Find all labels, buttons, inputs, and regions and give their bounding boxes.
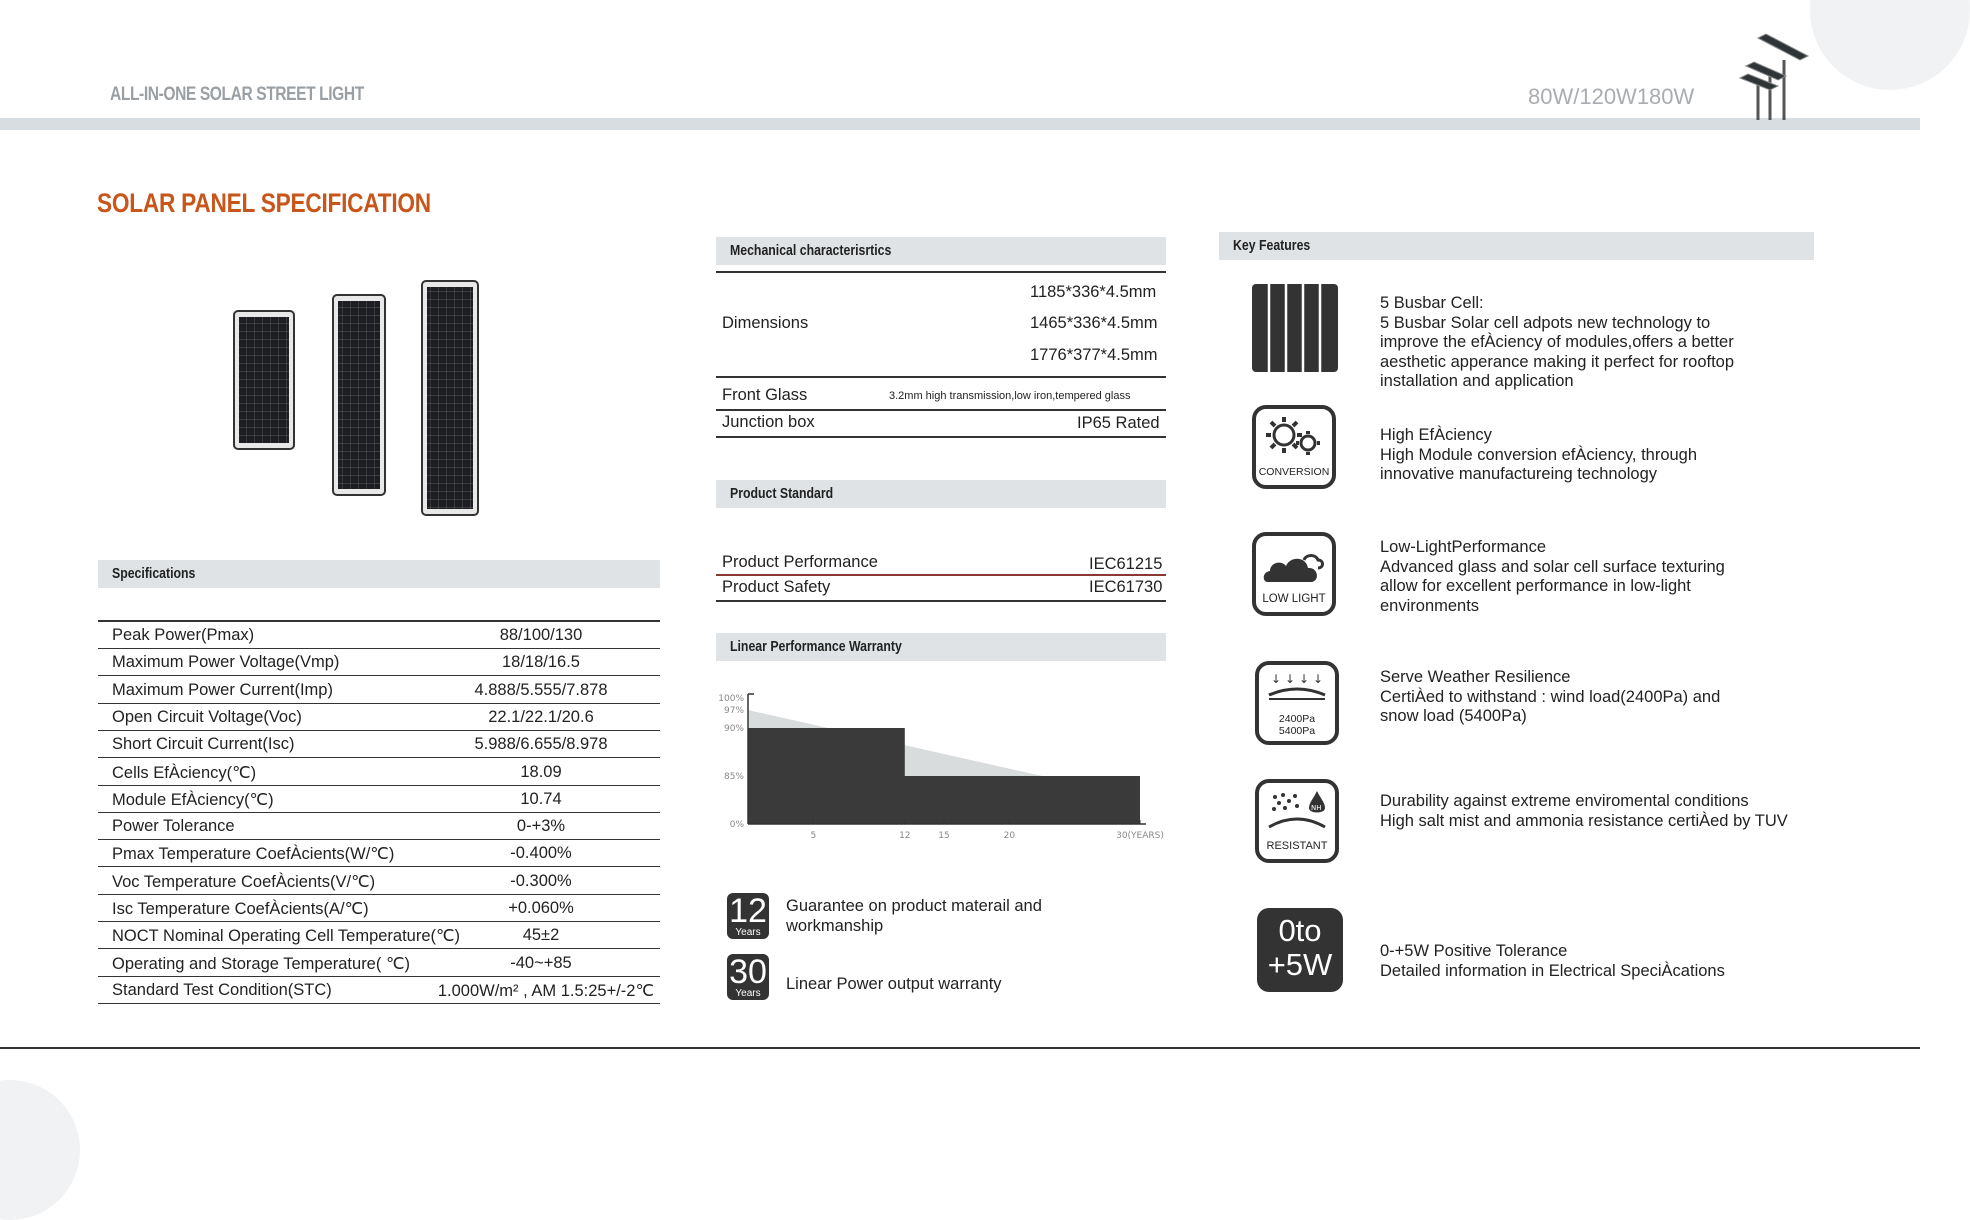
product-safety-value: IEC61730 xyxy=(1089,578,1163,596)
warranty-heading-bar xyxy=(716,633,1166,661)
spec-row xyxy=(98,649,660,676)
spec-row-label: Short Circuit Current(Isc) xyxy=(112,735,295,754)
dimension-value-2: 1465*336*4.5mm xyxy=(1030,314,1158,332)
feature-busbar-line-4: aesthetic apperance making it perfect for rooftop xyxy=(1380,352,1735,371)
feature-low-light-line-2: Advanced glass and solar cell surface texturing xyxy=(1380,557,1725,576)
feature-weather-line-3: snow load (5400Pa) xyxy=(1380,707,1527,725)
spec-row xyxy=(98,759,660,786)
spec-row-value: -0.300% xyxy=(510,871,572,890)
positive-tolerance-label-a: 0to xyxy=(1278,913,1322,948)
spec-row xyxy=(98,677,660,704)
header-band xyxy=(0,118,1920,130)
chart-x-tick-label: 15 xyxy=(938,831,950,841)
feature-low-light-line-1: Low-LightPerformance xyxy=(1380,538,1546,556)
spec-row-label: Maximum Power Current(Imp) xyxy=(112,680,333,699)
spec-row-value: 45±2 xyxy=(522,926,560,945)
header-power-range: 80W/120W180W xyxy=(1528,84,1695,109)
feature-durability-line-1: Durability against extreme enviromental conditions xyxy=(1380,792,1749,810)
solar-panel-large xyxy=(422,281,478,515)
salt-mist-resistant-icon xyxy=(1255,779,1339,863)
feature-busbar-line-2: 5 Busbar Solar cell adpots new technology to xyxy=(1380,313,1711,332)
decorative-circle-bottom-left xyxy=(0,1080,80,1220)
mechanical-heading-bar xyxy=(716,237,1166,265)
spec-row-label: NOCT Nominal Operating Cell Temperature(℃) xyxy=(112,927,461,946)
junction-box-value: IP65 Rated xyxy=(1077,414,1160,432)
spec-row-value: 88/100/130 xyxy=(499,626,583,644)
spec-row-value: 4.888/5.555/7.878 xyxy=(474,680,608,699)
chart-y-tick-label: 0% xyxy=(729,820,744,830)
product-performance-value: IEC61215 xyxy=(1089,555,1163,573)
warranty-heading: Linear Performance Warranty xyxy=(730,638,902,655)
chart-x-tick-label: 12 xyxy=(899,831,911,841)
spec-row-label: Module EfÀciency(℃) xyxy=(112,790,274,809)
spec-row-label: Open Circuit Voltage(Voc) xyxy=(112,707,302,726)
feature-efficiency-line-3: innovative manufactureing technology xyxy=(1380,465,1658,483)
spec-row xyxy=(98,868,660,895)
spec-row-label: Isc Temperature CoefÀcients(A/℃) xyxy=(112,900,369,918)
chart-y-tick-label: 100% xyxy=(718,694,744,704)
spec-row-value: 18/18/16.5 xyxy=(502,653,580,672)
spec-row-label: Cells EfÀciency(℃) xyxy=(112,763,257,782)
chart-x-tick-label: 20 xyxy=(1003,831,1016,841)
warranty-badge-30-unit: Years xyxy=(735,988,761,999)
gears-conversion-icon xyxy=(1252,405,1336,489)
low-light-icon-label: LOW LIGHT xyxy=(1262,593,1326,605)
warranty-badge-30 xyxy=(727,954,769,1000)
pressure-arrows-graphic xyxy=(1265,669,1329,709)
feature-low-light-text xyxy=(1380,538,1725,616)
chart-y-tick-label: 85% xyxy=(723,772,744,782)
svg-text:↓: ↓ xyxy=(1299,672,1310,686)
svg-text:↓: ↓ xyxy=(1313,672,1324,686)
warranty-12-text-line2: workmanship xyxy=(786,917,884,935)
spec-row xyxy=(98,840,660,867)
section-title: SOLAR PANEL SPECIFICATION xyxy=(97,188,431,218)
chart-y-tick-label: 90% xyxy=(723,724,744,734)
spec-row-value: 18.09 xyxy=(520,762,562,781)
decorative-circle-top-right xyxy=(1810,0,1970,90)
positive-tolerance-label-b: +5W xyxy=(1267,947,1333,982)
chart-y-tick-label: 97% xyxy=(723,706,744,716)
product-performance-label: Product Performance xyxy=(722,553,878,571)
feature-busbar-text xyxy=(1380,294,1734,392)
solar-panels-illustration xyxy=(230,275,490,520)
cloud-graphic xyxy=(1262,546,1328,586)
spec-row-label: Maximum Power Voltage(Vmp) xyxy=(112,653,340,672)
street-light-illustration xyxy=(1718,30,1818,122)
mechanical-heading: Mechanical characterisrtics xyxy=(730,242,892,259)
spec-row-label: Operating and Storage Temperature( ℃) xyxy=(112,954,410,973)
busbar-cell-icon xyxy=(1252,284,1338,372)
feature-busbar-line-3: improve the efÀciency of modules,offers a better xyxy=(1380,333,1734,351)
warranty-30-text-line1: Linear Power output warranty xyxy=(786,975,1002,993)
salt-mist-tag: NH xyxy=(1311,804,1322,812)
spec-row-value: 10.74 xyxy=(520,789,562,808)
spec-row xyxy=(98,922,660,949)
junction-box-label: Junction box xyxy=(722,413,815,431)
pressure-load-icon xyxy=(1255,661,1339,745)
feature-durability-text xyxy=(1380,792,1788,831)
junction-box-rule xyxy=(716,436,1166,438)
spec-row xyxy=(98,704,660,731)
warranty-chart xyxy=(716,690,1164,855)
key-features-heading-bar xyxy=(1219,232,1814,260)
specifications-heading-bar xyxy=(98,560,660,588)
resistant-icon-label: RESISTANT xyxy=(1266,840,1328,852)
spec-row-value: 1.000W/m² , AM 1.5:25+/-2℃ xyxy=(437,981,654,1000)
feature-tolerance-line-2: Detailed information in Electrical SpeciÀcations xyxy=(1380,961,1725,980)
dimension-value-3: 1776*377*4.5mm xyxy=(1030,346,1158,364)
spec-row xyxy=(98,786,660,813)
product-safety-label: Product Safety xyxy=(722,578,831,596)
svg-text:↓: ↓ xyxy=(1285,672,1296,686)
warranty-badge-12 xyxy=(727,893,769,939)
pressure-icon-label-a: 2400Pa xyxy=(1278,713,1316,725)
footer-rule xyxy=(0,1047,1920,1049)
solar-panel-small xyxy=(234,311,294,449)
spec-row-value: 5.988/6.655/8.978 xyxy=(474,735,608,754)
positive-tolerance-icon xyxy=(1257,908,1343,992)
gears-graphic xyxy=(1262,413,1326,461)
warranty-badge-12-unit: Years xyxy=(735,927,761,938)
chart-x-tick-label: 30(YEARS) xyxy=(1116,831,1164,841)
spec-row-label: Voc Temperature CoefÀcients(V/℃) xyxy=(112,872,376,891)
spec-row-value: +0.060% xyxy=(508,899,574,917)
feature-weather-line-2: CertiÀed to withstand : wind load(2400Pa) and xyxy=(1380,687,1721,706)
spec-row-value: 22.1/22.1/20.6 xyxy=(488,707,594,726)
salt-mist-graphic xyxy=(1265,787,1329,833)
low-light-cloud-icon xyxy=(1252,532,1336,616)
feature-low-light-line-3: allow for excellent performance in low-light xyxy=(1380,577,1691,595)
warranty-step-area xyxy=(748,728,1140,824)
feature-durability-line-2: High salt mist and ammonia resistance certiÀed by TUV xyxy=(1380,811,1788,830)
feature-efficiency-line-2: High Module conversion efÀciency, through xyxy=(1380,445,1698,464)
spec-row xyxy=(98,977,660,1004)
product-safety-rule xyxy=(716,600,1166,602)
spec-row-value: -0.400% xyxy=(510,844,572,863)
spec-row-label: Peak Power(Pmax) xyxy=(112,626,255,644)
spec-row-label: Standard Test Condition(STC) xyxy=(112,980,332,999)
feature-weather-line-1: Serve Weather Resilience xyxy=(1380,668,1571,686)
key-features-heading: Key Features xyxy=(1233,237,1311,254)
spec-row xyxy=(98,950,660,977)
warranty-12-text-line1: Guarantee on product materail and xyxy=(786,897,1042,915)
feature-busbar-line-1: 5 Busbar Cell: xyxy=(1380,294,1484,312)
front-glass-label: Front Glass xyxy=(722,386,808,404)
dimension-value-1: 1185*336*4.5mm xyxy=(1030,283,1157,301)
feature-tolerance-line-1: 0-+5W Positive Tolerance xyxy=(1380,942,1568,960)
conversion-icon-label: CONVERSION xyxy=(1258,466,1330,478)
mechanical-dimensions-rule xyxy=(716,376,1166,378)
svg-text:↓: ↓ xyxy=(1271,672,1282,686)
warranty-badge-30-number: 30 xyxy=(729,953,767,991)
front-glass-value: 3.2mm high transmission,low iron,tempered glass xyxy=(889,390,1131,402)
warranty-badge-12-number: 12 xyxy=(729,892,767,930)
product-standard-heading: Product Standard xyxy=(730,485,834,502)
specifications-heading: Specifications xyxy=(112,565,196,582)
mechanical-top-rule xyxy=(716,271,1166,273)
solar-panel-medium xyxy=(333,295,385,495)
spec-row xyxy=(98,813,660,840)
spec-row-value: -40~+85 xyxy=(510,953,572,972)
spec-row xyxy=(98,622,660,649)
pressure-icon-label-b: 5400Pa xyxy=(1278,725,1316,737)
feature-efficiency-text xyxy=(1380,426,1697,485)
product-performance-rule xyxy=(716,574,1166,576)
front-glass-rule xyxy=(716,409,1166,411)
street-light-panels xyxy=(1740,34,1808,90)
spec-row-label: Power Tolerance xyxy=(112,817,235,836)
product-standard-heading-bar xyxy=(716,480,1166,508)
feature-tolerance-text xyxy=(1380,942,1725,981)
feature-efficiency-line-1: High EfÀciency xyxy=(1380,426,1492,444)
chart-x-tick-label: 5 xyxy=(810,831,817,841)
feature-weather-text xyxy=(1380,668,1720,727)
spec-row xyxy=(98,895,660,922)
spec-row xyxy=(98,731,660,758)
dimensions-label: Dimensions xyxy=(722,314,809,332)
spec-row-value: 0-+3% xyxy=(516,817,566,836)
feature-low-light-line-4: environments xyxy=(1380,596,1480,615)
header-title: ALL-IN-ONE SOLAR STREET LIGHT xyxy=(110,84,364,105)
spec-row-label: Pmax Temperature CoefÀcients(W/℃) xyxy=(112,845,395,864)
feature-busbar-line-5: installation and application xyxy=(1380,372,1574,390)
